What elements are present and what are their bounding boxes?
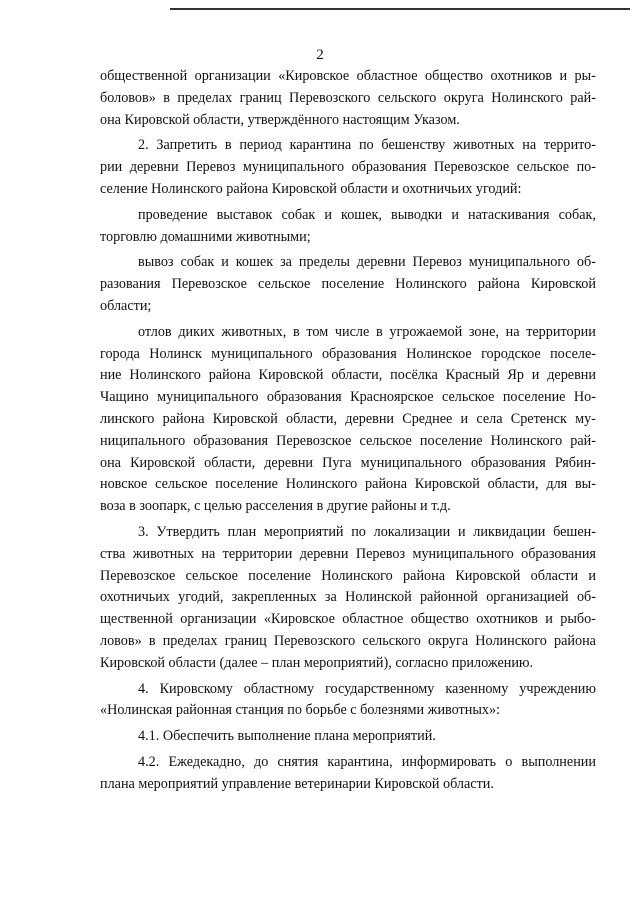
text-line: 4. Кировскому областному государственному казенному учреждению (138, 680, 596, 697)
text-line: «Нолинская районная станция по борьбе с болезнями животных»: (100, 702, 501, 719)
text-line: линского района Кировской области, деревни Среднее и села Сретенск му- (100, 410, 596, 427)
paragraph-continuation (100, 66, 596, 131)
text-line: она Кировской области, деревни Пуга муниципального образования Рябин- (100, 454, 596, 471)
text-line: вывоз собак и кошек за пределы деревни Перевоз муниципального об- (138, 254, 596, 271)
paragraph-4-1 (100, 726, 596, 748)
text-line: ловов» в пределах границ Перевозского сельского округа Нолинского района (100, 632, 596, 649)
text-line: общественной организации «Кировское областное общество охотников и ры- (100, 68, 596, 84)
text-line: торговлю домашними животными; (100, 228, 311, 245)
text-line: разования Перевозское сельское поселение Нолинского района Кировской (100, 276, 596, 293)
text-line: 4.1. Обеспечить выполнение плана мероприятий. (138, 728, 436, 745)
text-line: 4.2. Ежедекадно, до снятия карантина, информировать о выполнении (138, 753, 596, 770)
text-line: ние Нолинского района Кировской области, посёлка Красный Яр и деревни (100, 367, 596, 384)
text-line: проведение выставок собак и кошек, выводки и натаскивания собак, (138, 206, 596, 223)
text-line: боловов» в пределах границ Перевозского сельского округа Нолинского рай- (100, 89, 596, 106)
paragraph-2 (100, 135, 596, 200)
text-line: Кировской области (далее – план мероприятий), согласно приложению. (100, 654, 534, 671)
paragraph-2-export (100, 252, 596, 317)
text-line: 3. Утвердить план мероприятий по локализации и ликвидации бешен- (138, 523, 596, 540)
paragraph-4 (100, 679, 596, 723)
page-number: 2 (316, 47, 324, 63)
text-line: щественной организации «Кировское областное общество охотников и рыбо- (100, 611, 596, 628)
paragraph-2-capture (100, 322, 596, 518)
top-rule (170, 8, 630, 10)
text-line: новское сельское поселение Нолинского района Кировской области, для вы- (100, 476, 596, 493)
text-line: города Нолинск муниципального образования Нолинское городское поселе- (100, 345, 596, 362)
paragraph-3 (100, 522, 596, 675)
text-line: воза в зоопарк, с целью расселения в другие районы и т.д. (100, 498, 451, 515)
text-line: 2. Запретить в период карантина по бешенству животных на террито- (138, 137, 596, 154)
document-body (100, 66, 596, 796)
text-line: охотничьих угодий, закрепленных за Нолинской районной организацией об- (100, 589, 596, 606)
text-line: ниципального образования Перевозское сельское поселение Нолинского рай- (100, 432, 596, 449)
text-line: ства животных на территории деревни Перевоз муниципального образования (100, 545, 596, 562)
text-line: области; (100, 297, 152, 314)
text-line: плана мероприятий управление ветеринарии Кировской области. (100, 775, 494, 792)
text-line: Перевозское сельское поселение Нолинского района Кировской области и (100, 567, 596, 584)
text-line: селение Нолинского района Кировской области и охотничьих угодий: (100, 180, 522, 197)
text-line: она Кировской области, утверждённого настоящим Указом. (100, 111, 460, 128)
text-line: отлов диких животных, в том числе в угрожаемой зоне, на территории (138, 323, 596, 340)
paragraph-4-2 (100, 752, 596, 796)
paragraph-2-exhibitions (100, 205, 596, 249)
text-line: рии деревни Перевоз муниципального образования Перевозское сельское по- (100, 159, 596, 176)
text-line: Чащино муниципального образования Краснoярское сельское поселение Но- (100, 389, 596, 406)
